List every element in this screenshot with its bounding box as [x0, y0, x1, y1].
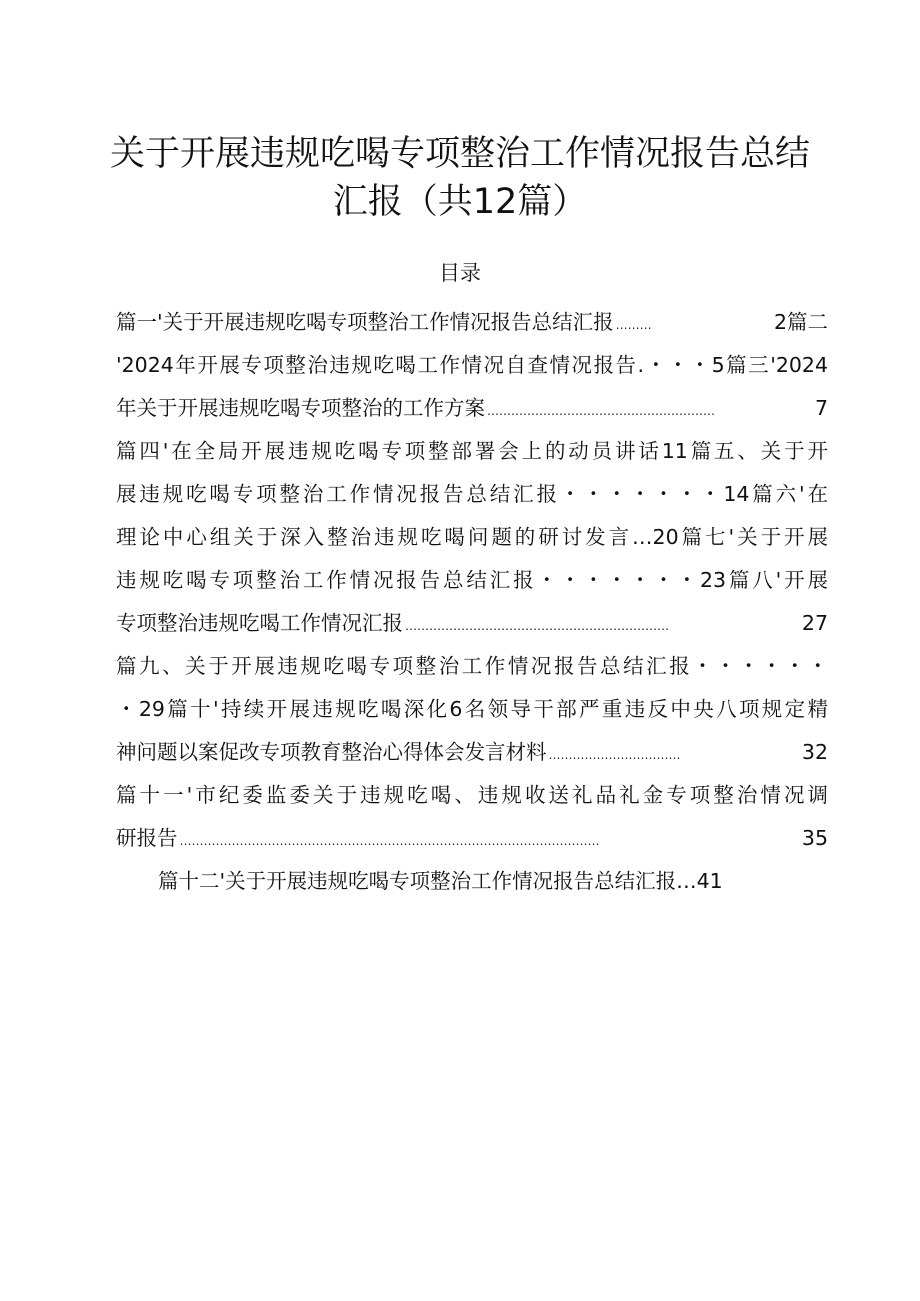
toc-entry-text: 理论中心组关于深入整治违规吃喝问题的研讨发言…20篇七'关于开展 — [116, 525, 828, 549]
toc-line-7 — [116, 565, 828, 595]
toc-line-2 — [116, 350, 828, 380]
toc-line-13 — [116, 823, 828, 853]
toc-line-12 — [116, 780, 828, 810]
toc-heading: 目录 — [439, 261, 481, 285]
toc-entry-text: 篇一'关于开展违规吃喝专项整治工作情况报告总结汇报 — [116, 310, 614, 334]
toc-page-number: 2篇二 — [773, 310, 828, 334]
toc-dot-leader: …………………………… — [548, 748, 681, 762]
toc-entry-text: 年关于开展违规吃喝专项整治的工作方案 — [116, 396, 485, 420]
toc-line-8 — [116, 608, 828, 638]
toc-entry-text: 篇十二'关于开展违规吃喝专项整治工作情况报告总结汇报…41 — [158, 869, 723, 893]
toc-dot-leader: ………………………………………………………… — [405, 619, 669, 633]
toc-entry-text: 篇九、关于开展违规吃喝专项整治工作情况报告总结汇报・・・・・・ — [116, 654, 828, 678]
toc-entry-text: 违规吃喝专项整治工作情况报告总结汇报・・・・・・・23篇八'开展 — [116, 568, 828, 592]
toc-line-11 — [116, 737, 828, 767]
toc-entry-text: 篇十一'市纪委监委关于违规吃喝、违规收送礼品礼金专项整治情况调 — [116, 783, 828, 807]
toc-page-number: 35 — [801, 826, 828, 850]
toc-line-1 — [116, 307, 828, 337]
toc-entry-text: 篇四'在全局开展违规吃喝专项整部署会上的动员讲话11篇五、关于开 — [116, 439, 828, 463]
toc-line-14 — [158, 866, 798, 896]
toc-entry-text: 展违规吃喝专项整治工作情况报告总结汇报・・・・・・・14篇六'在 — [116, 482, 828, 506]
toc-line-5 — [116, 479, 828, 509]
toc-line-3 — [116, 393, 828, 423]
toc-line-4 — [116, 436, 828, 466]
toc-page-number: 7 — [814, 396, 828, 420]
toc-page-number: 27 — [801, 611, 828, 635]
toc-line-10 — [116, 694, 828, 724]
toc-line-6 — [116, 522, 828, 552]
document-title-line-2: 汇报（共12篇） — [332, 182, 588, 222]
toc-entry-text: 研报告 — [116, 826, 178, 850]
toc-dot-leader: ………………………………………………… — [487, 404, 715, 418]
toc-entry-text: 专项整治违规吃喝工作情况汇报 — [116, 611, 403, 635]
toc-entry-text: '2024年开展专项整治违规吃喝工作情况自查情况报告.・・・5篇三'2024 — [116, 353, 828, 377]
toc-dot-leader: …………………………………………………………………………………………… — [179, 834, 600, 848]
toc-dot-leader: ……… — [615, 318, 652, 332]
toc-page-number: 32 — [801, 740, 828, 764]
toc-entry-text: 神问题以案促改专项教育整治心得体会发言材料 — [116, 740, 547, 764]
toc-line-9 — [116, 651, 828, 681]
toc-entry-text: ・29篇十'持续开展违规吃喝深化6名领导干部严重违反中央八项规定精 — [116, 697, 828, 721]
document-title-line-1: 关于开展违规吃喝专项整治工作情况报告总结 — [109, 134, 810, 174]
